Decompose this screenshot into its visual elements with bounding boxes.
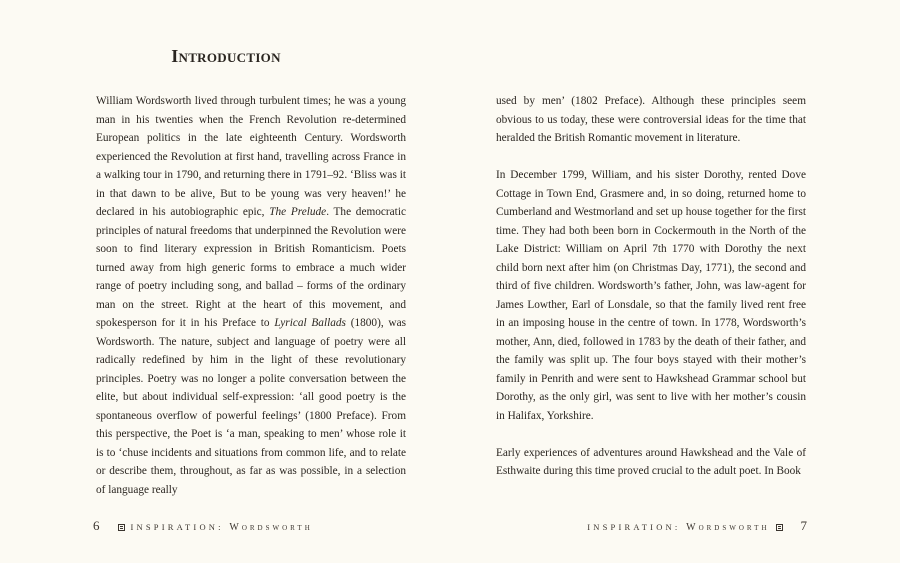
running-head-label: INSPIRATION: xyxy=(587,522,681,532)
running-head-label: INSPIRATION: xyxy=(130,522,224,532)
left-text-block xyxy=(96,92,406,499)
running-head-name: Wordsworth xyxy=(686,522,770,533)
right-paragraph-2: In December 1799, William, and his sister Dorothy, rented Dove Cottage in Town End, Grasmere and, in so doing, returned home to Cumberland and Westmorland and set up house together for the first time. They had both been born in Cockermouth in the North of the Lake District: William on April 7th 1770 with Dorothy the next child born next after him (on Christmas Day, 1771), the second and third of five children. Wordsworth’s father, John, was law-agent for James Lowther, Earl of Lonsdale, so that the family lived rent free in an imposing house in the centre of town. In 1778, Wordsworth’s mother, Ann, died, followed in 1783 by the death of their father, and the family was split up. The four boys stayed with their mother’s family in Penrith and were sent to Hawkshead Grammar school but Dorothy, as the only girl, was sent to live with her mother’s cousin in Halifax, Yorkshire. xyxy=(496,169,806,422)
page-number: 6 xyxy=(93,518,100,533)
running-head-name: Wordsworth xyxy=(229,522,313,533)
paragraph-text: . The democratic principles of natural freedoms that underpinned the Revolution were soon to find literary expression in British Romanticism. Poets turned away from high generic forms to embrace a much wider range of poetry including song, and ballad – forms of the ordinary man on the street. Right at the heart of this movement, and spokesperson for it in his Preface to xyxy=(96,206,406,329)
right-footer xyxy=(587,518,807,534)
lyrical-ballads-title: Lyrical Ballads xyxy=(274,317,346,329)
chapter-title: Introduction xyxy=(171,46,281,66)
right-paragraph-3: Early experiences of adventures around Hawkshead and the Vale of Esthwaite during this time proved crucial to the adult poet. In Book xyxy=(496,446,806,477)
paragraph-text: (1800), was Wordsworth. The nature, subject and language of poetry were all radically redefined by him in the light of these revolutionary principles. Poetry was no longer a polite conversation between the elite, but about individual self-expression: ‘all good poetry is the spontaneous overflow of powerful feelings’ (1800 Preface). From this perspective, the Poet is ‘a man, speaking to men’ whose role it is to ‘chuse incidents and situations from common life, and to relate or describe them, throughout, as far as was possible, in a selection of language really xyxy=(96,317,406,496)
left-paragraph-1 xyxy=(96,92,406,499)
prelude-title: The Prelude xyxy=(269,206,327,218)
left-footer xyxy=(93,518,313,534)
paragraph-text: William Wordsworth lived through turbulent times; he was a young man in his twenties when the French Revolution re-determined European politics in the late eighteenth Century. Wordsworth experienced the Revolution at first hand, travelling across France in a walking tour in 1790, and returning there in 1791–92. ‘Bliss was it in that dawn to be alive, But to be young was very heaven!’ he declared in his autobiographic epic, xyxy=(96,95,406,218)
right-text-block xyxy=(496,92,806,481)
page-number: 7 xyxy=(800,518,807,533)
right-page xyxy=(450,0,900,563)
ornament-icon xyxy=(776,524,783,531)
ornament-icon xyxy=(118,524,125,531)
right-paragraph-1: used by men’ (1802 Preface). Although these principles seem obvious to us today, these were controversial ideas for the time that heralded the British Romantic movement in literature. xyxy=(496,95,806,144)
